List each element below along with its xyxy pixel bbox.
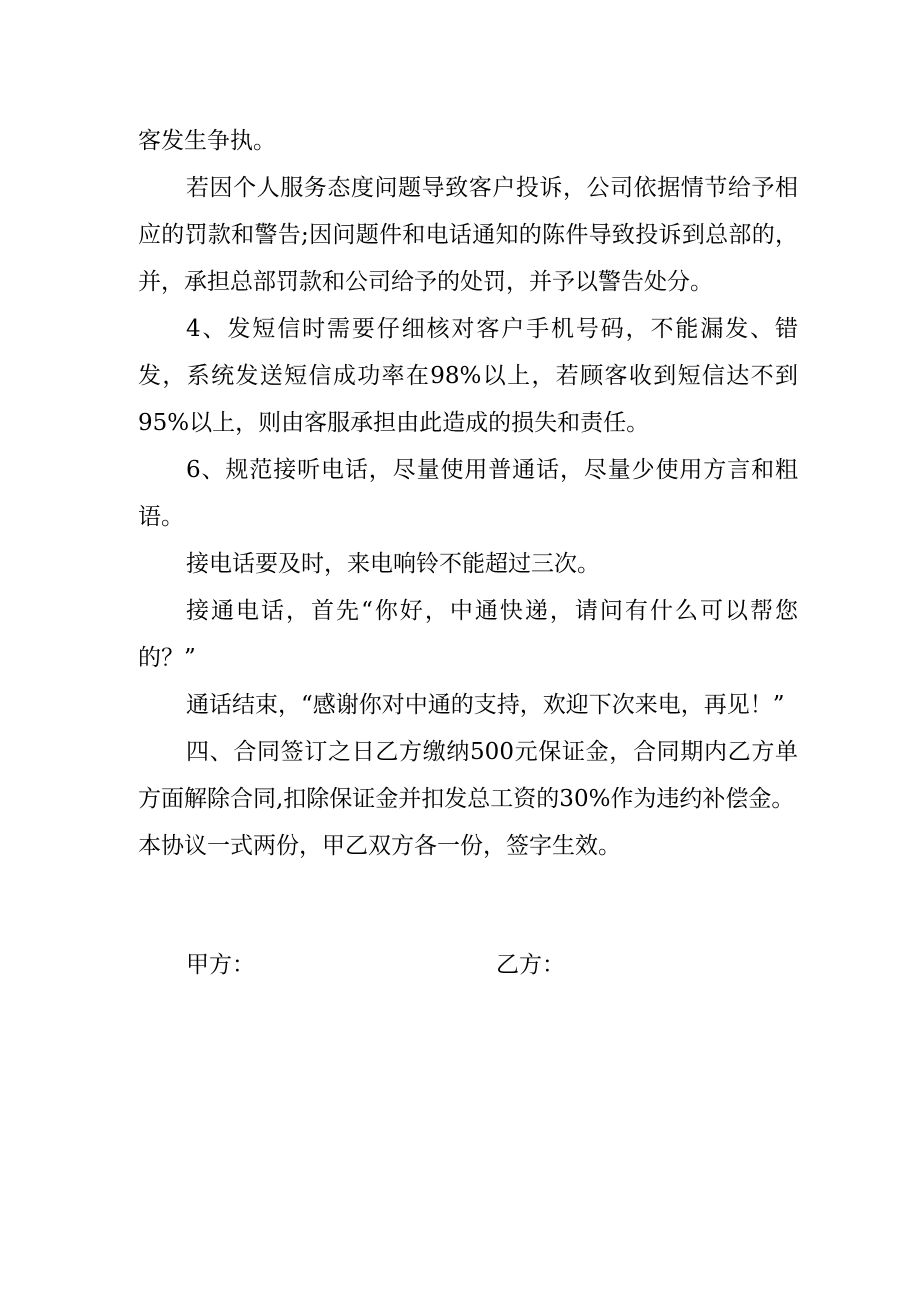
paragraph-complaint-penalty: 若因个人服务态度问题导致客户投诉，公司依据情节给予相应的罚款和警告;因问题件和电话通知的陈件导致投诉到总部的，并，承担总部罚款和公司给予的处罚，并予以警告处分。 (138, 175, 798, 295)
party-b-signature-label: 乙方： (496, 952, 565, 978)
paragraph-answer-promptly: 接电话要及时，来电响铃不能超过三次。 (186, 551, 600, 577)
document-body (138, 118, 798, 870)
paragraph-copies-clause: 本协议一式两份，甲乙双方各一份，签字生效。 (138, 833, 621, 859)
paragraph-closing: 通话结束，“感谢你对中通的支持，欢迎下次来电，再见！” (186, 692, 785, 718)
paragraph-deposit-clause: 四、合同签订之日乙方缴纳500元保证金，合同期内乙方单方面解除合同,扣除保证金并扣发总工资的30%作为违约补偿金。 (138, 739, 798, 812)
paragraph-phone-etiquette: 6、规范接听电话，尽量使用普通话，尽量少使用方言和粗语。 (138, 457, 798, 530)
party-a-signature-label: 甲方： (186, 952, 255, 978)
paragraph-dispute-end: 客发生争执。 (138, 128, 276, 154)
signature-block (186, 942, 806, 989)
paragraph-greeting: 接通电话，首先“你好，中通快递，请问有什么可以帮您的？” (138, 598, 798, 671)
paragraph-sms-rule: 4、发短信时需要仔细核对客户手机号码，不能漏发、错发，系统发送短信成功率在98%以上，若顾客收到短信达不到95%以上，则由客服承担由此造成的损失和责任。 (138, 316, 798, 436)
